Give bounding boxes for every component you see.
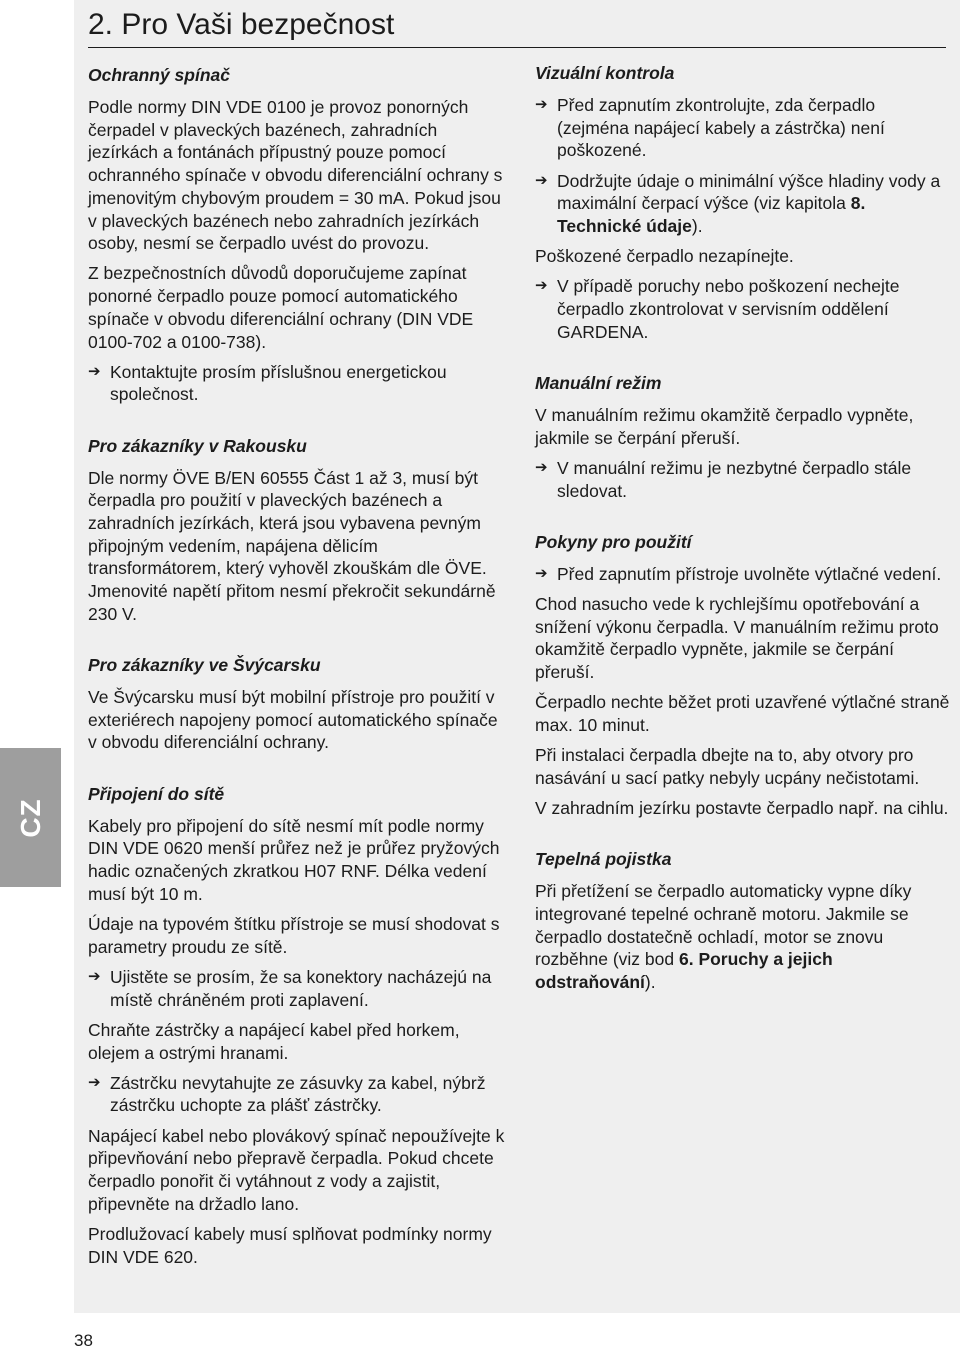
paragraph: Chraňte zástrčky a napájecí kabel před horkem, olejem a ostrými hranami. [88, 1019, 460, 1063]
section-gap [535, 510, 951, 529]
paragraph: Dle normy ÖVE B/EN 60555 Část 1 až 3, musí být čerpadla pro použití v plaveckých bazénech a zahradních jezírkách, která jsou vybavena pevným připojným vedením, napájena dělicím transformátorem, který vyhověl zkouškám dle ÖVE. Jmenovité napětí přitom nesmí překročit sekundárně 230 V. [88, 467, 496, 624]
section-usage-notes [535, 529, 951, 820]
page-number: 38 [74, 1331, 93, 1350]
bullet-item [88, 1072, 506, 1117]
language-tab [0, 748, 61, 887]
page-title: 2. Pro Vaši bezpečnost [88, 8, 395, 41]
bullet-item [535, 170, 951, 238]
section-heading: Manuální režim [535, 373, 662, 394]
arrow-right-icon: ➔ [88, 1073, 101, 1091]
bullet-text: Zástrčku nevytahujte ze zásuvky za kabel, nýbrž zástrčku uchopte za plášť zástrčky. [110, 1072, 486, 1116]
paragraph [535, 880, 951, 994]
section-heading: Pokyny pro použití [535, 531, 692, 552]
paragraph: Prodlužovací kabely musí splňovat podmínky normy DIN VDE 620. [88, 1223, 492, 1267]
chapter-reference: 6. Poruchy a jejich odstraňování [535, 949, 833, 993]
paragraph: Čerpadlo nechte běžet proti uzavřené výtlačné straně max. 10 minut. [535, 692, 950, 736]
title-divider [88, 47, 946, 48]
bullet-item [88, 361, 506, 406]
arrow-right-icon: ➔ [88, 967, 101, 985]
bullet-text [557, 170, 951, 238]
section-heading: Připojení do sítě [88, 783, 225, 804]
chapter-reference: 8. Technické údaje [557, 193, 866, 237]
section-protective-switch [88, 62, 506, 406]
arrow-right-icon: ➔ [88, 362, 101, 380]
right-column [535, 60, 951, 1001]
section-gap [88, 414, 506, 433]
section-visual-check [535, 60, 951, 344]
paragraph: V zahradním jezírku postavte čerpadlo např. na cihlu. [535, 798, 949, 819]
section-heading: Pro zákazníky ve Švýcarsku [88, 655, 321, 676]
arrow-right-icon: ➔ [535, 277, 548, 295]
section-heading: Tepelná pojistka [535, 849, 672, 870]
section-gap [535, 827, 951, 846]
bullet-text: Ujistěte se prosím, že sa konektory nacházejú na místě chráněném proti zaplavení. [110, 966, 492, 1010]
paragraph: Při instalaci čerpadla dbejte na to, aby otvory pro nasávání u sací patky nebyly ucpány nečistotami. [535, 745, 920, 788]
left-column [88, 62, 506, 1276]
section-austria [88, 433, 506, 626]
bullet-item [535, 94, 951, 162]
section-thermal-fuse [535, 846, 951, 994]
paragraph: Napájecí kabel nebo plovákový spínač nepoužívejte k připevňování nebo přepravě čerpadla. Pokud chcete čerpadlo ponořit či vytáhnout z vody a zajistit, připevněte na držadlo lano. [88, 1125, 505, 1214]
paragraph: Poškozené čerpadlo nezapínejte. [535, 246, 794, 267]
paragraph: Kabely pro připojení do sítě nesmí mít podle normy DIN VDE 0620 menší průřez než je průřez pryžových hadic označených zkratkou H07 RNF. Délka vedení musí být 10 m. [88, 815, 500, 904]
paragraph: Údaje na typovém štítku přístroje se musí shodovat s parametry proudu ze sítě. [88, 913, 500, 957]
paragraph: Z bezpečnostních důvodů doporučujeme zapínat ponorné čerpadlo pouze pomocí automatického spínače v obvodu diferenciální ochrany (DIN VDE 0100-702 a 0100-738). [88, 263, 474, 352]
bullet-text: V manuální režimu je nezbytné čerpadlo stále sledovat. [557, 457, 912, 501]
language-tab-label: CZ [14, 797, 46, 838]
bullet-item [88, 966, 506, 1011]
section-gap [88, 762, 506, 781]
bullet-text-part: Dodržujte údaje o minimální výšce hladiny vody a maximální čerpací výšce (viz kapitola [557, 170, 941, 214]
bullet-item [535, 563, 951, 586]
paragraph: Podle normy DIN VDE 0100 je provoz ponorných čerpadel v plaveckých bazénech, zahradních jezírkách a fontánách přípustný pouze pomocí ochranného spínače v obvodu diferenciální ochrany s jmenovitým chybovým proudem = 30 mA. Pokud jsou v plaveckých bazénech nebo zahradních jezírkách osoby, nesmí se čerpadlo uvést do provozu. [88, 97, 503, 254]
section-mains-connection [88, 781, 506, 1269]
arrow-right-icon: ➔ [535, 564, 548, 582]
paragraph: Chod nasucho vede k rychlejšímu opotřebování a snížení výkonu čerpadla. V manuálním režimu proto okamžitě čerpadlo vypněte, jakmile se čerpání přeruší. [535, 594, 939, 683]
bullet-text: V případě poruchy nebo poškození nechejte čerpadlo zkontrolovat v servisním oddělení GARDENA. [557, 276, 900, 342]
bullet-text-part: ). [691, 216, 703, 237]
section-switzerland [88, 652, 506, 754]
bullet-item [535, 457, 951, 502]
arrow-right-icon: ➔ [535, 458, 548, 476]
paragraph: Ve Švýcarsku musí být mobilní přístroje pro použití v exteriérech napojeny pomocí automatického spínače v obvodu diferenciální ochrany. [88, 687, 498, 753]
section-heading: Pro zákazníky v Rakousku [88, 435, 307, 456]
section-gap [88, 633, 506, 652]
section-heading: Ochranný spínač [88, 65, 230, 85]
paragraph-part: Při přetížení se čerpadlo automaticky vypne díky integrované tepelné ochraně motoru. Jakmile se čerpadlo dostatečně ochladí, motor se znovu rozběhne (viz bod [535, 881, 912, 970]
paragraph-part: ). [644, 972, 656, 993]
paragraph: V manuálním režimu okamžitě čerpadlo vypněte, jakmile se čerpání přeruší. [535, 405, 914, 448]
arrow-right-icon: ➔ [535, 171, 548, 189]
bullet-text: Před zapnutím zkontrolujte, zda čerpadlo (zejména napájecí kabely a zástrčka) není poškozené. [557, 95, 885, 161]
bullet-text: Před zapnutím přístroje uvolněte výtlačné vedení. [557, 563, 942, 584]
section-heading: Vizuální kontrola [535, 63, 675, 83]
bullet-item [535, 275, 951, 343]
section-manual-mode [535, 370, 951, 502]
arrow-right-icon: ➔ [535, 96, 548, 113]
section-gap [535, 351, 951, 370]
bullet-text: Kontaktujte prosím příslušnou energetickou společnost. [110, 361, 447, 405]
